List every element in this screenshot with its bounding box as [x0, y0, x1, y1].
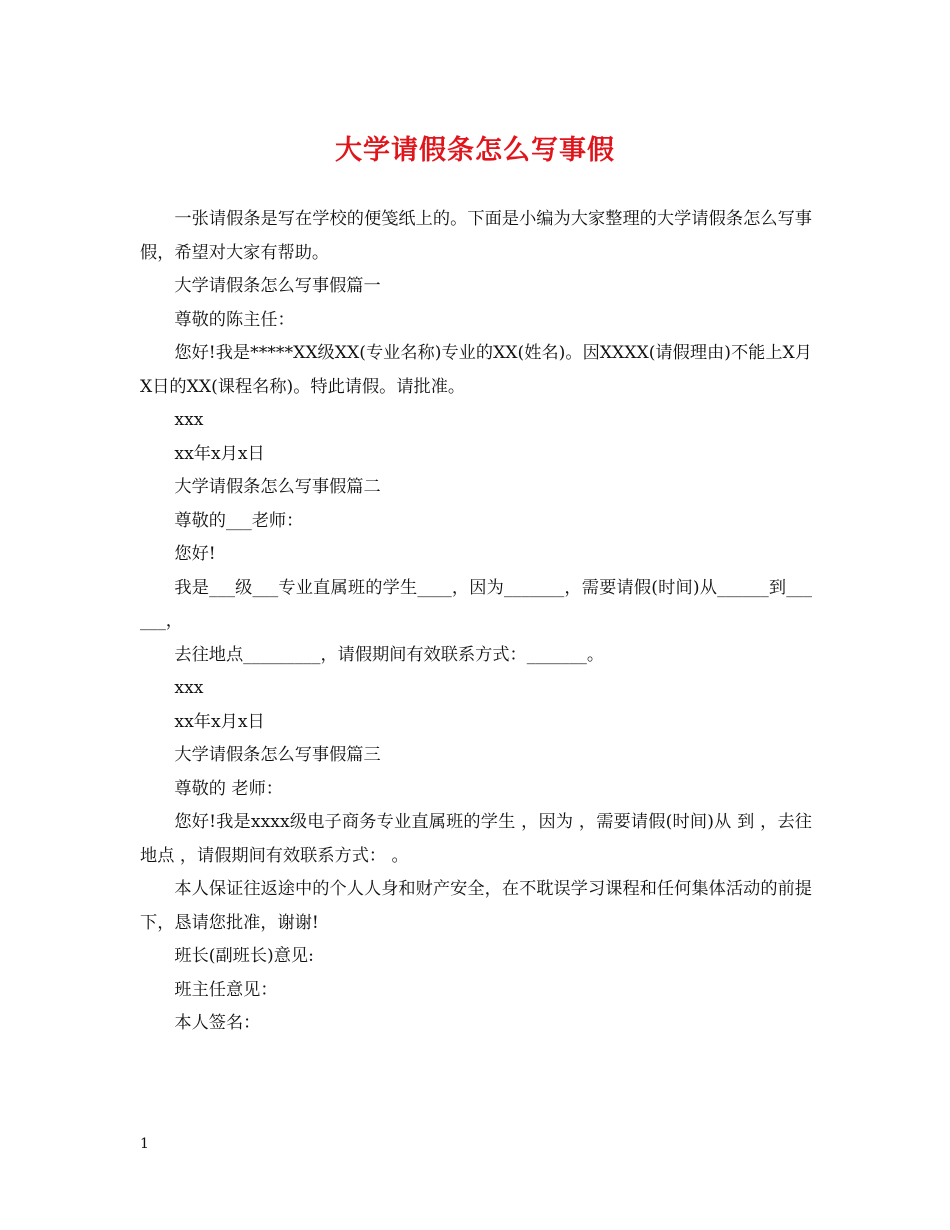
- monitor-opinion: 班长(副班长)意见:: [174, 946, 314, 966]
- greeting-2: 您好!: [174, 544, 216, 564]
- section-heading-2: 大学请假条怎么写事假篇二: [174, 477, 381, 497]
- page-number: 1: [140, 1136, 149, 1152]
- head-teacher-opinion: 班主任意见：: [174, 979, 278, 1000]
- signature-field: 本人签名：: [174, 1013, 261, 1033]
- signature-date-1: xx年x月x日: [174, 443, 265, 464]
- body-paragraph-3b: 本人保证往返途中的个人人身和财产安全，在不耽误学习课程和任何集体活动的前提下，恳请您批准，谢谢!: [140, 879, 812, 933]
- body-paragraph-1: 您好!我是*****XX级XX(专业名称)专业的XX(姓名)。因XXXX(请假理由)不能上X月X日的XX(课程名称)。特此请假。请批准。: [140, 343, 812, 397]
- body-paragraph-2b: 去往地点_________，请假期间有效联系方式：_______。: [174, 644, 605, 665]
- signature-date-2: xx年x月x日: [174, 711, 265, 732]
- signature-name-2: xxx: [174, 678, 204, 698]
- document-title: 大学请假条怎么写事假: [335, 135, 615, 166]
- intro-paragraph: 一张请假条是写在学校的便笺纸上的。下面是小编为大家整理的大学请假条怎么写事假，希望对大家有帮助。: [140, 209, 812, 263]
- body-paragraph-3a: 您好!我是xxxx级电子商务专业直属班的学生 ，因为 ，需要请假(时间)从 到 ，去往地点 ，请假期间有效联系方式： 。: [140, 812, 812, 866]
- signature-name-1: xxx: [174, 410, 204, 430]
- document-body: [140, 203, 812, 1041]
- salutation-3: 尊敬的 老师：: [174, 778, 283, 799]
- section-heading-3: 大学请假条怎么写事假篇三: [174, 745, 381, 765]
- salutation-1: 尊敬的陈主任：: [174, 309, 295, 330]
- section-heading-1: 大学请假条怎么写事假篇一: [174, 276, 381, 296]
- body-paragraph-2a: 我是___级___专业直属班的学生____，因为_______，需要请假(时间)从______到______，: [140, 577, 812, 631]
- salutation-2: 尊敬的___老师：: [174, 510, 304, 531]
